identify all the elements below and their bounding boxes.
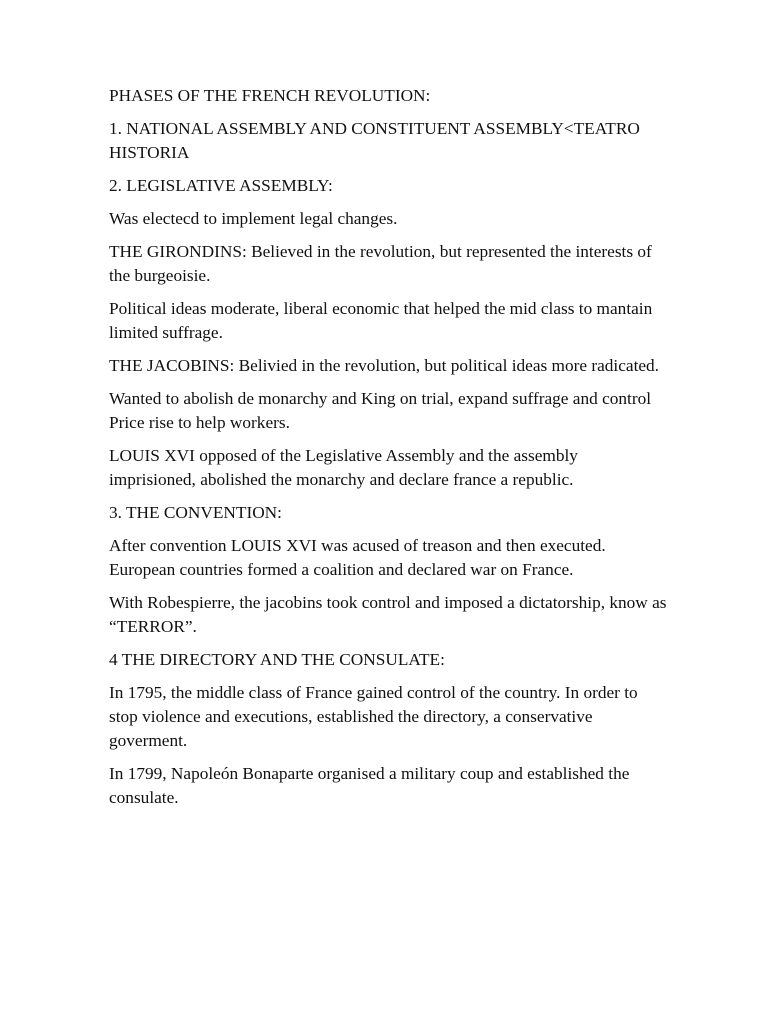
section-heading-convention: 3. THE CONVENTION:: [109, 503, 282, 522]
paragraph: Wanted to abolish de monarchy and King on trial, expand suffrage and control Price rise to help workers.: [109, 389, 652, 432]
section-heading-legislative-assembly: 2. LEGISLATIVE ASSEMBLY:: [109, 176, 333, 195]
paragraph: Was electecd to implement legal changes.: [109, 209, 398, 228]
paragraph-jacobins: THE JACOBINS: Belivied in the revolution, but political ideas more radicated.: [109, 356, 660, 375]
section-heading-national-assembly: 1. NATIONAL ASSEMBLY AND CONSTITUENT ASSEMBLY<TEATRO HISTORIA: [109, 119, 640, 162]
section-heading-directory-consulate: 4 THE DIRECTORY AND THE CONSULATE:: [109, 650, 445, 669]
paragraph: In 1799, Napoleón Bonaparte organised a military coup and established the consulate.: [109, 764, 630, 807]
document-body: [109, 84, 669, 819]
paragraph: Political ideas moderate, liberal economic that helped the mid class to mantain limited suffrage.: [109, 299, 653, 342]
paragraph: With Robespierre, the jacobins took control and imposed a dictatorship, know as “TERROR”.: [109, 593, 667, 636]
paragraph-girondins: THE GIRONDINS: Believed in the revolution, but represented the interests of the burgeoisie.: [109, 242, 652, 285]
paragraph: LOUIS XVI opposed of the Legislative Assembly and the assembly imprisioned, abolished the monarchy and declare france a republic.: [109, 446, 578, 489]
paragraph: After convention LOUIS XVI was acused of treason and then executed. European countries formed a coalition and declared war on France.: [109, 536, 606, 579]
document-heading: PHASES OF THE FRENCH REVOLUTION:: [109, 86, 431, 105]
paragraph: In 1795, the middle class of France gained control of the country. In order to stop violence and executions, established the directory, a conservative goverment.: [109, 683, 638, 750]
